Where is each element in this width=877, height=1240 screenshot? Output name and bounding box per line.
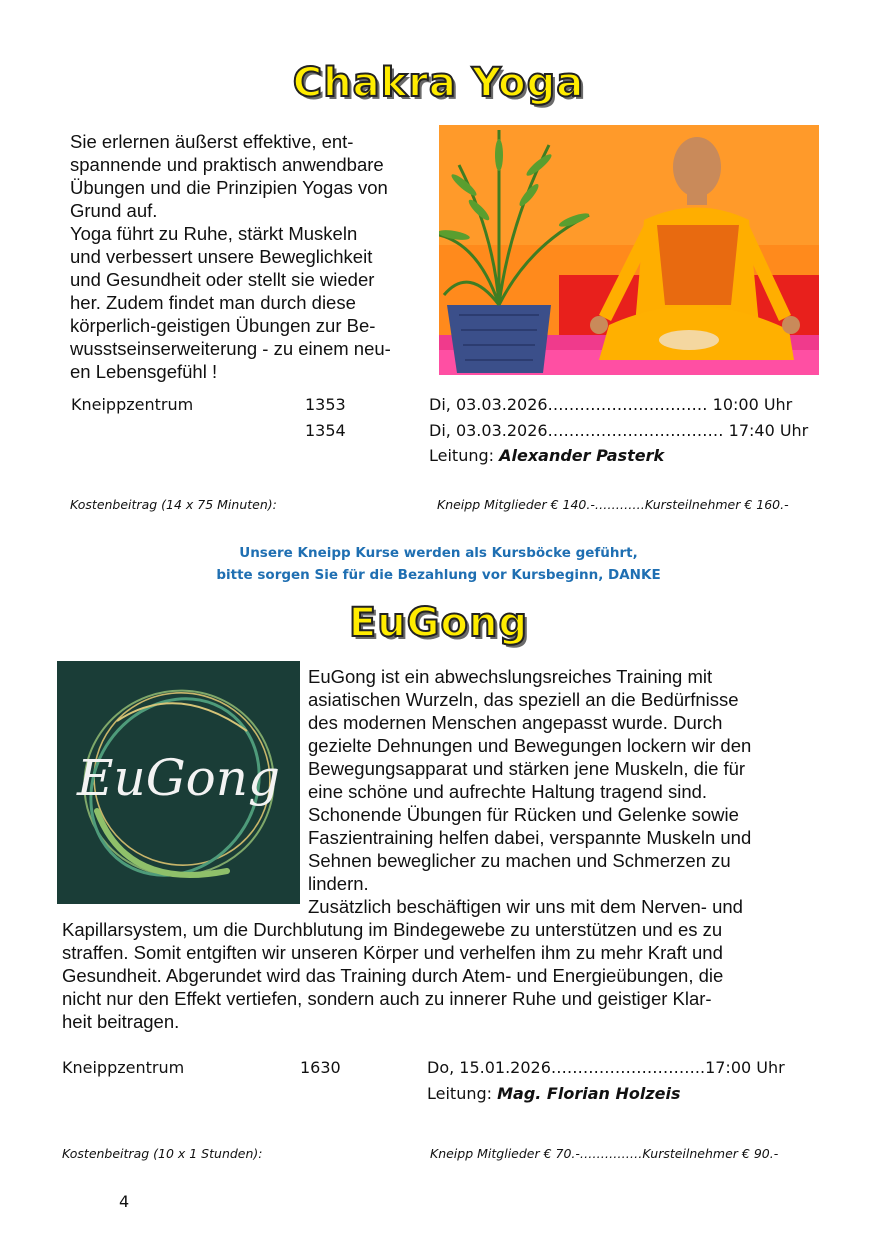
desc-line: wusstseinserweiterung - zu einem neu-	[70, 338, 391, 359]
leader-name: Mag. Florian Holzeis	[497, 1084, 681, 1103]
desc-line: spannende und praktisch anwendbare	[70, 154, 384, 175]
desc-line: Sie erlernen äußerst effektive, ent-	[70, 131, 354, 152]
chakra-course-number: 1354	[305, 421, 346, 440]
desc-line: Bewegungsapparat und stärken jene Muskeln, die für	[308, 758, 746, 779]
eugong-course-date: Do, 15.01.2026………………………..17:00 Uhr	[427, 1058, 785, 1077]
desc-line: her. Zudem findet man durch diese	[70, 292, 356, 313]
desc-line: heit beitragen.	[62, 1011, 180, 1032]
leader-name: Alexander Pasterk	[499, 446, 665, 465]
notice-line: bitte sorgen Sie für die Bezahlung vor Kursbeginn, DANKE	[216, 567, 661, 583]
payment-notice	[0, 542, 877, 586]
desc-line: körperlich-geistigen Übungen zur Be-	[70, 315, 376, 336]
desc-line: straffen. Somit entgiften wir unseren Körper und verhelfen ihm zu mehr Kraft und	[62, 942, 723, 963]
desc-line: eine schöne und aufrechte Haltung tragend sind.	[308, 781, 708, 802]
desc-line: Kapillarsystem, um die Durchblutung im Bindegewebe zu unterstützen und es zu	[62, 919, 723, 940]
desc-line: Sehnen beweglicher zu machen und Schmerzen zu	[308, 850, 731, 871]
chakra-course-number: 1353	[305, 395, 346, 414]
chakra-cost-values: Kneipp Mitglieder € 140.-…………Kursteilnehmer € 160.-	[437, 497, 789, 512]
desc-line: Grund auf.	[70, 200, 158, 221]
desc-line: und Gesundheit oder stellt sie wieder	[70, 269, 375, 290]
eugong-cost-values: Kneipp Mitglieder € 70.-……………Kursteilnehmer € 90.-	[430, 1146, 779, 1161]
chakra-course-date: Di, 03.03.2026………………………… 10:00 Uhr	[429, 395, 793, 414]
yoga-photo-illustration	[439, 125, 819, 375]
desc-line: Übungen und die Prinzipien Yogas von	[70, 177, 388, 198]
eugong-logo	[57, 661, 300, 904]
desc-line: gezielte Dehnungen und Bewegungen lockern wir den	[308, 735, 752, 756]
eugong-description-full	[62, 918, 832, 1033]
desc-line: EuGong ist ein abwechslungsreiches Training mit	[308, 666, 713, 687]
desc-line: en Lebensgefühl !	[70, 361, 218, 382]
notice-line: Unsere Kneipp Kurse werden als Kursböcke geführt,	[239, 545, 638, 561]
yoga-photo	[439, 125, 819, 375]
desc-line: Faszientraining helfen dabei, verspannte Muskeln und	[308, 827, 752, 848]
desc-line: des modernen Menschen angepasst wurde. Durch	[308, 712, 723, 733]
eugong-title: EuGong	[348, 600, 529, 646]
page-number: 4	[119, 1192, 130, 1211]
chakra-cost-label: Kostenbeitrag (14 x 75 Minuten):	[70, 497, 277, 512]
desc-line: nicht nur den Effekt vertiefen, sondern auch zu innerer Ruhe und geistiger Klar-	[62, 988, 712, 1009]
leader-label: Leitung:	[427, 1084, 498, 1103]
eugong-description-side	[308, 665, 828, 918]
eugong-course-number: 1630	[300, 1058, 341, 1077]
eugong-location: Kneippzentrum	[62, 1058, 185, 1077]
desc-line: lindern.	[308, 873, 369, 894]
chakra-leader	[429, 446, 664, 465]
eugong-cost-label: Kostenbeitrag (10 x 1 Stunden):	[62, 1146, 263, 1161]
desc-line: Yoga führt zu Ruhe, stärkt Muskeln	[70, 223, 358, 244]
chakra-course-date: Di, 03.03.2026…………………………… 17:40 Uhr	[429, 421, 809, 440]
desc-line: Schonende Übungen für Rücken und Gelenke sowie	[308, 804, 739, 825]
chakra-yoga-description	[70, 130, 440, 383]
desc-line: Zusätzlich beschäftigen wir uns mit dem Nerven- und	[308, 896, 743, 917]
eugong-logo-text: EuGong	[77, 749, 280, 807]
desc-line: Gesundheit. Abgerundet wird das Training durch Atem- und Energieübungen, die	[62, 965, 724, 986]
eugong-leader	[427, 1084, 681, 1103]
chakra-yoga-title: Chakra Yoga	[292, 60, 585, 106]
leader-label: Leitung:	[429, 446, 500, 465]
desc-line: und verbessert unsere Beweglichkeit	[70, 246, 373, 267]
chakra-location: Kneippzentrum	[71, 395, 194, 414]
desc-line: asiatischen Wurzeln, das speziell an die Bedürfnisse	[308, 689, 739, 710]
